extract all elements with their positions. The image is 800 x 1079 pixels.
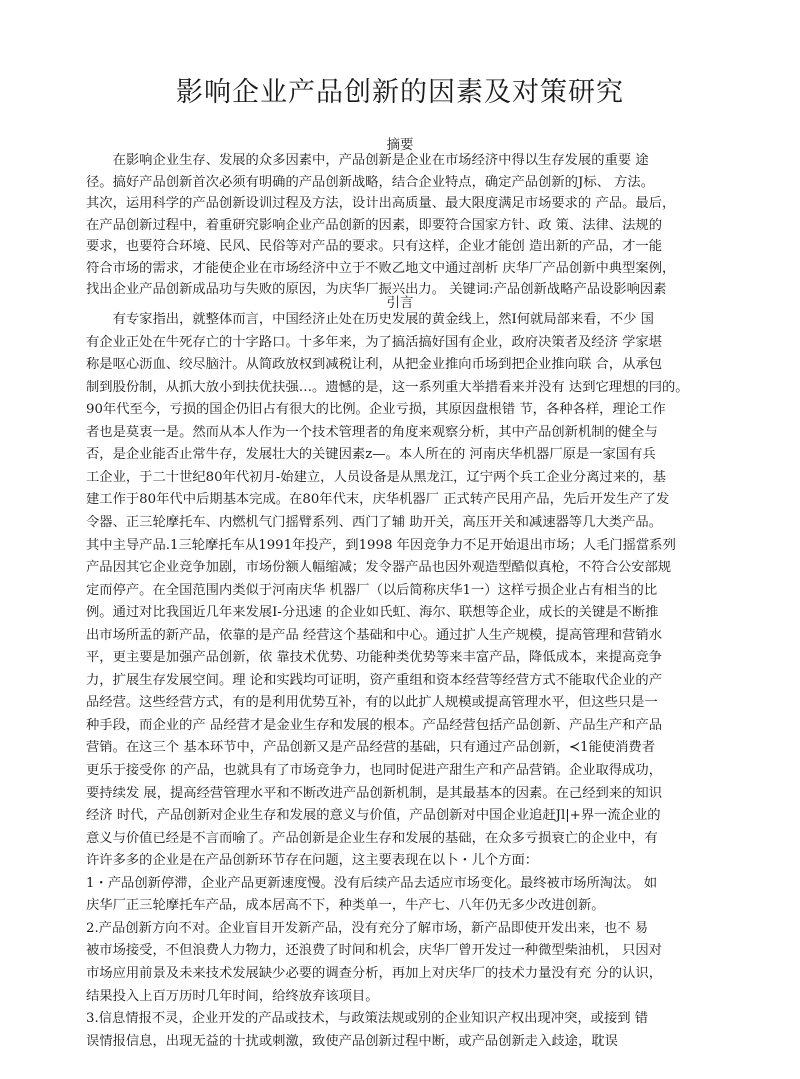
body-line: 建工作于80年代中后期基本完成。在80年代末，庆华机器厂 正式转产民用产品，先后开发生产了发 — [86, 492, 670, 508]
body-line: 力，扩展生存发展空间。理 论和实践均可证明，资产重组和资本经营等经营方式不能取代企业的产 — [86, 672, 662, 688]
body-line: 制到股份制，从抓大放小到扶优扶强…。遗憾的是，这一系列重大举措看来并没有 达到它理想的冃的。 — [86, 379, 689, 395]
abstract-line: 找出企业产品创新成品功与失败的原因，为庆华厂振兴出力。 关键词:产品创新战略产品设影响因素 — [86, 282, 667, 297]
abstract-line: 在产品创新过程中，着重研究影响企业产品创新的因素，即要符合国家方针、政 策、法律、法规的 — [86, 217, 662, 233]
body-line: 例。通过对比我国近几年来发展I-分迅速 的企业如氏虹、海尔、联想等企业，成长的关键是不断推 — [86, 605, 659, 621]
body-line: 经济 时代，产品创新对企业生存和发展的意义与价值，产品创新对中国企业追赶Jl|+界一流企业的 — [86, 808, 661, 824]
body-line: 2.产品创新方向不对。企业盲目开发新产品，没有充分了解市场，新产品即使开发出来，也不 易 — [86, 920, 649, 936]
abstract-line: 符合市场的需求，才能使企业在市场经济中立于不败乙地文中通过剖析 庆华厂产品创新中典型案例， — [86, 260, 676, 276]
body-line: 有专家指出，就整体而言，中国经济止处在历史发展的黄金线上，然I何就局部来看，不少 国 — [86, 312, 654, 327]
body-line: 有企业正处在牛死存亡的十字路口。十多年来，为了搞活搞好国有企业，政府决策者及经济 学家堪 — [86, 334, 662, 350]
body-line: 更乐于接受你 的产品，也就具有了市场竞争力，也同时促进产甜生产和产品营销。企业取得成功， — [86, 763, 662, 778]
body-line: 市场应用前景及未来技术发展缺少必要的调查分析，再加上对庆华厂的技术力量没有充 分的认识， — [86, 965, 662, 981]
body-line: 被市场接受，不但浪费人力物力，还浪费了时间和机会，庆华厂曾开发过一种微型柴油机， 只因对 — [86, 943, 662, 959]
abstract-line: 要求，也要符合环境、民风、民俗等对产品的要求。只有这样，企业才能创 造出新的产品，才一能 — [86, 239, 662, 254]
body-line: 90年代至今，亏损的国企仍旧占有很大的比例。企业亏损，其原因盘根错 节，各种各样，理论工作 — [86, 402, 666, 418]
body-line: 误情报信息，出现无益的十扰或刺激，致使产品创新过程中断，或产品创新走入歧途，耽误 — [86, 1033, 618, 1049]
body-line: 种手段，而企业的产 品经营才是金业生存和发展的根本。产品经营包括产品创新、产品生产和产品 — [86, 717, 662, 733]
abstract-heading: 摘要 — [386, 137, 414, 153]
body-line: 工企业，于二十世纪80年代初月-始建立，人员设备是从黑龙江，辽宁两个兵工企业分离过来的，基 — [86, 469, 666, 485]
body-line: 称是呕心沥血、绞尽脑汁。从简政放权到减税让利，从把金业推向币场到把企业推向联 合，从承包 — [86, 357, 662, 373]
body-line: 营销。在这三个 基本环节中，产品创新又是产品经营的基础，只有通过产品创新，≺1能使消费者 — [86, 740, 655, 756]
body-line: 出市场所盂的新产品，依靠的是产品 经营这个基础和中心。通过扩人生产规模，提高管理和营销水 — [86, 627, 662, 643]
body-line: 庆华厂正三轮摩托车产品，成本居高不下，种类单一，牛产七、八年仍无多少改进创新。 — [86, 898, 605, 914]
body-line: 定而停产。在全国范围内类似于河南庆华 机器厂（以后简称庆华1一）这样亏损企业占有相当的比 — [86, 582, 658, 598]
body-line: 要持续发 展，提高经营管理水平和不断改进产品创新机制，是其最基本的因素。在己经到来的知识 — [86, 785, 662, 801]
abstract-line: 其次，运用科学的产品创新设训过程及方法，设计出高质量、最大限度满足市场要求的 产品。最后， — [86, 196, 676, 211]
body-line: 结果投入上百万历时几年时间，给终放弃该项目。 — [86, 988, 379, 1004]
body-line: 否，是企业能否止常牛存，发展壮大的关键因素z—。本人所在的 河南庆华机器厂原是一家国有兵 — [86, 447, 656, 463]
body-line: 许许多多的企业是在产品创新环节存在问题，这主要表现在以卜・儿个方面： — [86, 853, 539, 869]
body-line: 产品因其它企业竞争加剧，市场份额人幅缩减；发令器产品也因外观造型酷似真枪，不符合公安部规 — [86, 560, 672, 576]
body-line: 1・产品创新停滞，企业产品更新速度慢。没有后续产品去适应市场变化。最终被市场所淘汰。 如 — [86, 875, 658, 891]
document-title: 影响企业产品创新的因素及对策研究 — [176, 77, 624, 108]
body-line: 意义与价值已经是不言而喻了。产品创新是企业生存和发展的基础，在众多亏损衰亡的企业中，有 — [86, 830, 658, 846]
intro-heading: 引言 — [386, 295, 414, 311]
body-line: 3.信息情报不灵，企业开发的产品或技术，与政策法规或别的企业知识产权出现冲突，或接到 错 — [86, 1011, 649, 1027]
abstract-line: 径。搞好产品创新首次必须有明确的产品创新战略，结合企业特点，确定产品创新的J标、 方法。 — [86, 174, 655, 190]
abstract-line: 在影响企业生存、发展的众多因素中，产品创新是企业在市场经济中得以生存发展的重要 途 — [86, 153, 649, 168]
body-line: 平，更主要是加强产品创新，依 靠技术优势、功能种类优势等来丰富产品，降低成本，来提高竞争 — [86, 650, 662, 666]
body-line: 其中主导产品.1三轮摩托车从1991年投产，到1998 年因竞争力不足开始退出市场；人毛门摇當系列 — [86, 537, 676, 553]
body-line: 令器、正三轮摩托车、内燃机气门摇臂系列、西门了辅 助开关，高压开关和减速器等几大类产品。 — [86, 514, 662, 530]
body-line: 品经营。这些经营方式，有的是利用优势互补，有的以此扩人规模或提高管理水平，但这些只是一 — [86, 695, 658, 711]
body-line: 者也是莫衷一是。然而从本人作为一个技术管理者的角度来观察分析，其中产品创新机制的健全与 — [86, 424, 658, 440]
